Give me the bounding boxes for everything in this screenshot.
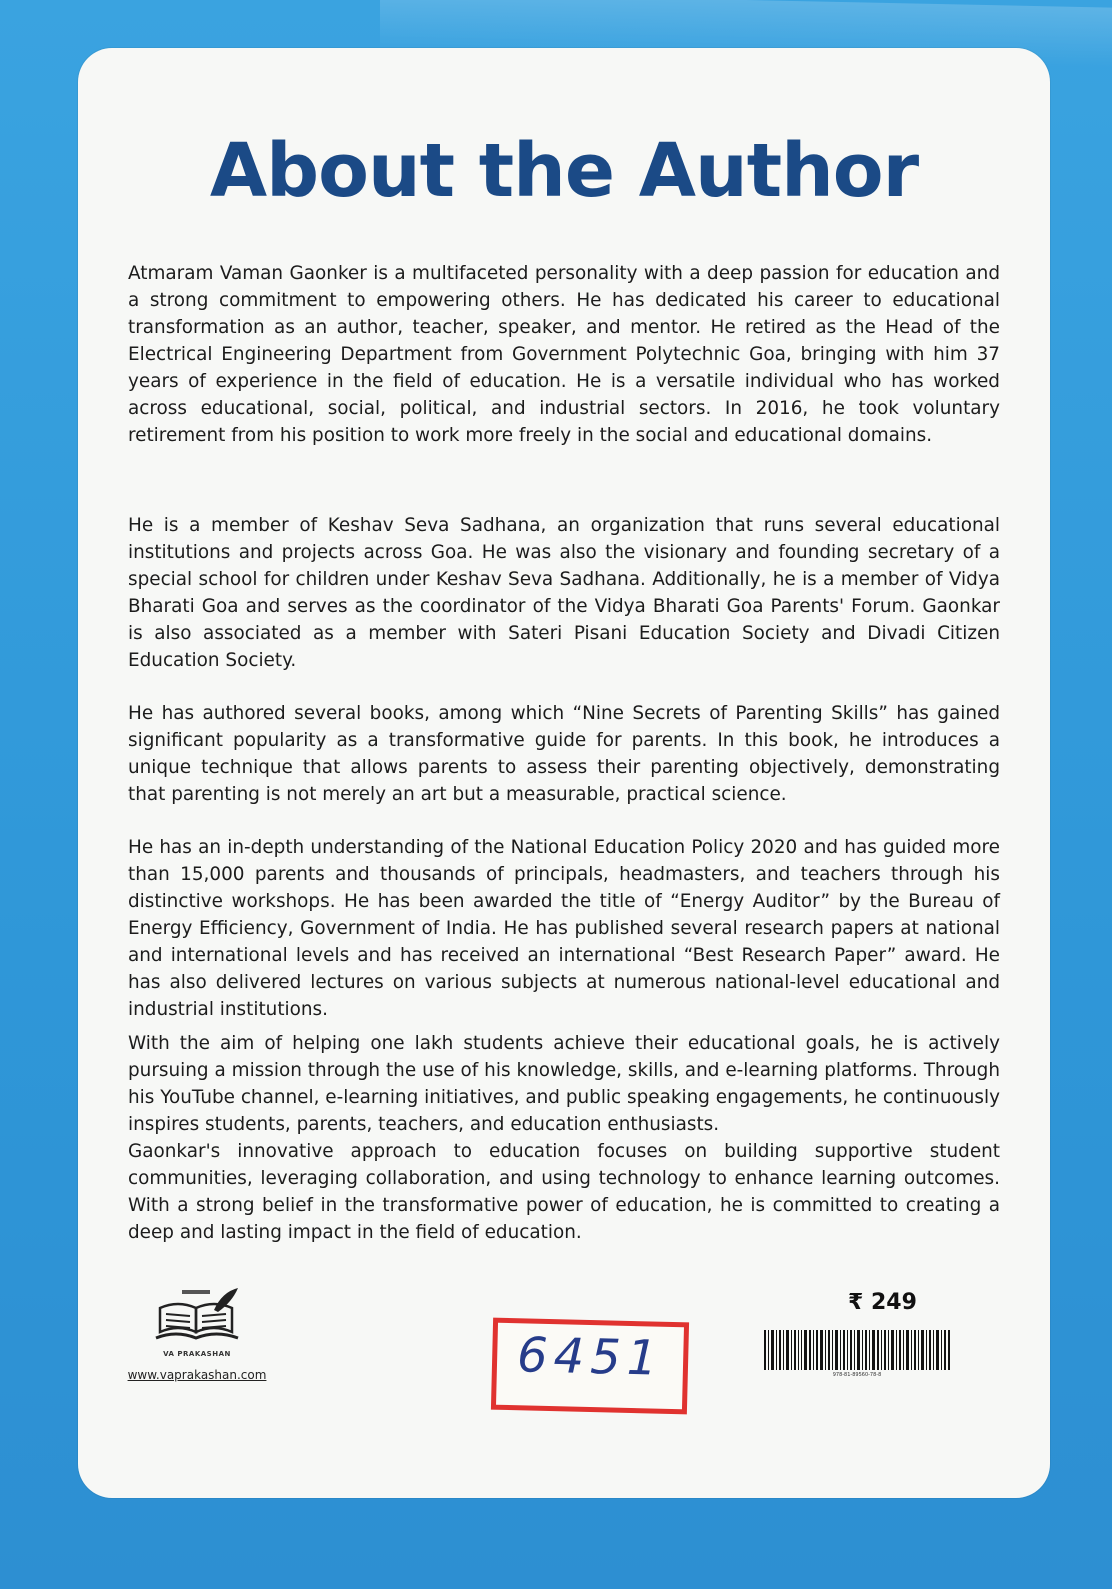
content-card xyxy=(78,48,1050,1498)
page-title: About the Author xyxy=(209,128,919,214)
book-quill-icon xyxy=(152,1286,242,1348)
paragraph-intro: Atmaram Vaman Gaonker is a multifaceted personality with a deep passion for education and a strong commitment to empowering others. He has dedicated his career to educational transformation as an author, teacher, speaker, and mentor. He retired as the Head of the Electrical Engineering Department from Government Polytechnic Goa, bringing with him 37 years of experience in the field of education. He is a versatile individual who has worked across educational, social, political, and industrial sectors. In 2016, he took voluntary retirement from his position to work more freely in the social and educational domains. xyxy=(128,263,1000,446)
paragraph-approach: Gaonkar's innovative approach to education focuses on building supportive student communities, leveraging collaboration, and using technology to enhance learning outcomes. With a strong belief in the transformative power of education, he is committed to creating a deep and lasting impact in the field of education. xyxy=(128,1141,1000,1243)
publisher-block xyxy=(112,1286,282,1382)
isbn-number: 978-81-89560-78-8 xyxy=(832,1372,882,1378)
inventory-stamp xyxy=(491,1318,689,1415)
paragraph-memberships: He is a member of Keshav Seva Sadhana, an organization that runs several educational institutions and projects across Goa. He was also the visionary and founding secretary of a special school for children under Keshav Seva Sadhana. Additionally, he is a member of Vidya Bharati Goa and serves as the coordinator of the Vidya Bharati Goa Parents' Forum. Gaonkar is also associated as a member with Sateri Pisani Education Society and Divadi Citizen Education Society. xyxy=(128,515,1000,671)
paragraph-books: He has authored several books, among which “Nine Secrets of Parenting Skills” has gained significant popularity as a transformative guide for parents. In this book, he introduces a unique technique that allows parents to assess their parenting objectively, demonstrating that parenting is not merely an art but a measurable, practical science. xyxy=(128,703,1000,805)
paragraph-mission: With the aim of helping one lakh students achieve their educational goals, he is actively pursuing a mission through the use of his knowledge, skills, and e-learning platforms. Through his YouTube channel, e-learning initiatives, and public speaking engagements, he continuously inspires students, parents, teachers, and education enthusiasts. xyxy=(128,1033,1000,1135)
paragraph-achievements: He has an in-depth understanding of the National Education Policy 2020 and has guided more than 15,000 parents and thousands of principals, headmasters, and teachers through his distinctive workshops. He has been awarded the title of “Energy Auditor” by the Bureau of Energy Efficiency, Government of India. He has published several research papers at national and international levels and has received an international “Best Research Paper” award. He has also delivered lectures on various subjects at numerous national-level educational and industrial institutions. xyxy=(128,837,1000,1020)
publisher-website-link[interactable]: www.vaprakashan.com xyxy=(127,1368,267,1382)
barcode xyxy=(764,1330,950,1370)
publisher-name: VA PRAKASHAN xyxy=(163,1350,231,1358)
price-label: ₹ 249 xyxy=(848,1290,917,1315)
stamp-number: 6451 xyxy=(516,1327,664,1387)
